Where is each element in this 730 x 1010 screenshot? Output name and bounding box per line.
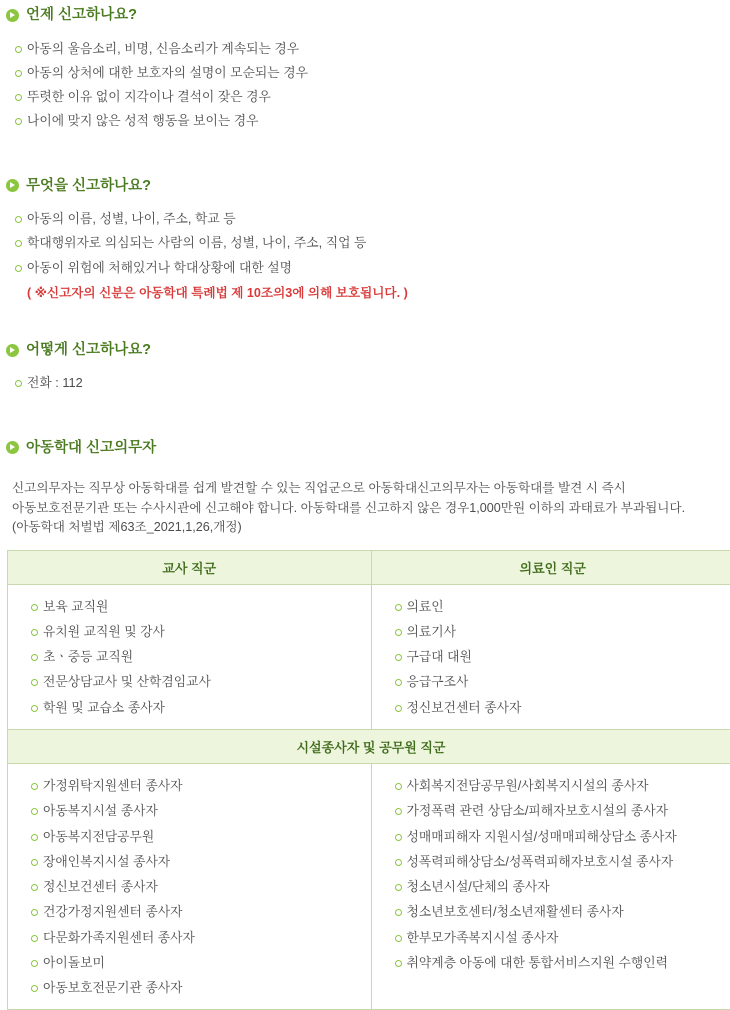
list-item: 정신보건센터 종사자 [30,878,361,895]
arrow-bullet-icon [6,9,19,22]
cell-teachers [8,584,372,729]
spacer [6,455,730,479]
list-item: 의료기사 [394,623,725,640]
table-row [8,764,730,1010]
list-item: 응급구조사 [394,673,725,690]
reporter-protection-note: ( ※신고자의 신분은 아동학대 특례법 제 10조의3에 의해 보호됩니다. ) [14,282,730,301]
section-how-to-report [0,335,730,392]
spacer [6,357,730,374]
duty-paragraph-line-1: 신고의무자는 직무상 아동학대를 쉽게 발견할 수 있는 직업군으로 아동학대신고의무자는 아동학대를 발견 시 즉시 [12,479,730,499]
section-heading [6,8,730,23]
list-item: 가정위탁지원센터 종사자 [30,777,361,794]
section-heading [6,441,730,456]
list-item: 아동보호전문기관 종사자 [30,979,361,996]
list-item: 아동의 이름, 성별, 나이, 주소, 학교 등 [14,210,730,227]
column-header-facility-public: 시설종사자 및 공무원 직군 [8,730,730,764]
section-body [6,40,730,130]
cell-medical [371,584,730,729]
mandatory-reporter-table [7,550,730,1010]
section-body [6,374,730,391]
spacer [6,193,730,210]
list-item: 가정폭력 관련 상담소/피해자보호시설의 종사자 [394,802,725,819]
duty-paragraph [6,479,730,538]
list-item: 아동이 위험에 처해있거나 학대상황에 대한 설명 [14,259,730,276]
duty-paragraph-line-2: 아동보호전문기관 또는 수사시관에 신고해야 합니다. 아동학대를 신고하지 않은 경우1,000만원 이하의 과태료가 부과됩니다. [12,499,730,519]
spacer [0,301,730,335]
table-header-row [8,550,730,584]
cell-facility-right [371,764,730,1010]
duty-paragraph-line-3: (아동학대 처벌법 제63조_2021,1,26,개정) [12,518,730,538]
cell-facility-left [8,764,372,1010]
list-item: 유치원 교직원 및 강사 [30,623,361,640]
facility-job-list-right [394,777,725,971]
list-item: 사회복지전담공무원/사회복지시설의 종사자 [394,777,725,794]
list-item: 학원 및 교습소 종사자 [30,699,361,716]
list-item: 건강가정지원센터 종사자 [30,903,361,920]
section-heading [6,343,730,358]
list-item: 아동복지전담공무원 [30,828,361,845]
arrow-bullet-icon [6,441,19,454]
list-item: 청소년보호센터/청소년재활센터 종사자 [394,903,725,920]
list-item: 장애인복지시설 종사자 [30,853,361,870]
section-heading [6,179,730,194]
section-title: 어떻게 신고하나요? [26,343,151,358]
facility-job-list-left [30,777,361,996]
arrow-bullet-icon [6,344,19,357]
list-item: 아동의 상처에 대한 보호자의 설명이 모순되는 경우 [14,64,730,81]
list-item: 청소년시설/단체의 종사자 [394,878,725,895]
section-when-to-report [0,0,730,130]
table-header-row [8,730,730,764]
list-item: 아이돌보미 [30,954,361,971]
section-what-to-report [0,171,730,301]
list-item: 성폭력피해상담소/성폭력피해자보호시설 종사자 [394,853,725,870]
list-item: 의료인 [394,598,725,615]
list-item: 초ㆍ중등 교직원 [30,648,361,665]
spacer [0,399,730,433]
arrow-bullet-icon [6,179,19,192]
how-to-report-list [14,374,730,391]
what-to-report-list [14,210,730,276]
list-item: 아동의 울음소리, 비명, 신음소리가 계속되는 경우 [14,40,730,57]
medical-job-list [394,598,725,716]
when-to-report-list [14,40,730,130]
list-item: 구급대 대원 [394,648,725,665]
section-title: 언제 신고하나요? [26,8,137,23]
list-item: 전문상담교사 및 산학겸임교사 [30,673,361,690]
list-item: 보육 교직원 [30,598,361,615]
list-item: 아동복지시설 종사자 [30,802,361,819]
spacer [0,137,730,171]
column-header-teachers: 교사 직군 [8,550,372,584]
column-header-medical: 의료인 직군 [371,550,730,584]
teacher-job-list [30,598,361,716]
table-row [8,584,730,729]
section-title: 무엇을 신고하나요? [26,179,151,194]
section-mandatory-reporters [0,433,730,1010]
list-item: 한부모가족복지시설 종사자 [394,929,725,946]
list-item-phone: 전화 : 112 [14,374,730,391]
section-body [6,210,730,301]
list-item: 다문화가족지원센터 종사자 [30,929,361,946]
list-item: 취약계층 아동에 대한 통합서비스지원 수행인력 [394,954,725,971]
list-item: 학대행위자로 의심되는 사람의 이름, 성별, 나이, 주소, 직업 등 [14,234,730,251]
list-item: 성매매피해자 지원시설/성매매피해상담소 종사자 [394,828,725,845]
list-item: 나이에 맞지 않은 성적 행동을 보이는 경우 [14,112,730,129]
spacer [6,23,730,40]
list-item: 뚜렷한 이유 없이 지각이나 결석이 잦은 경우 [14,88,730,105]
list-item: 정신보건센터 종사자 [394,699,725,716]
section-title: 아동학대 신고의무자 [26,441,156,456]
spacer [6,538,730,550]
